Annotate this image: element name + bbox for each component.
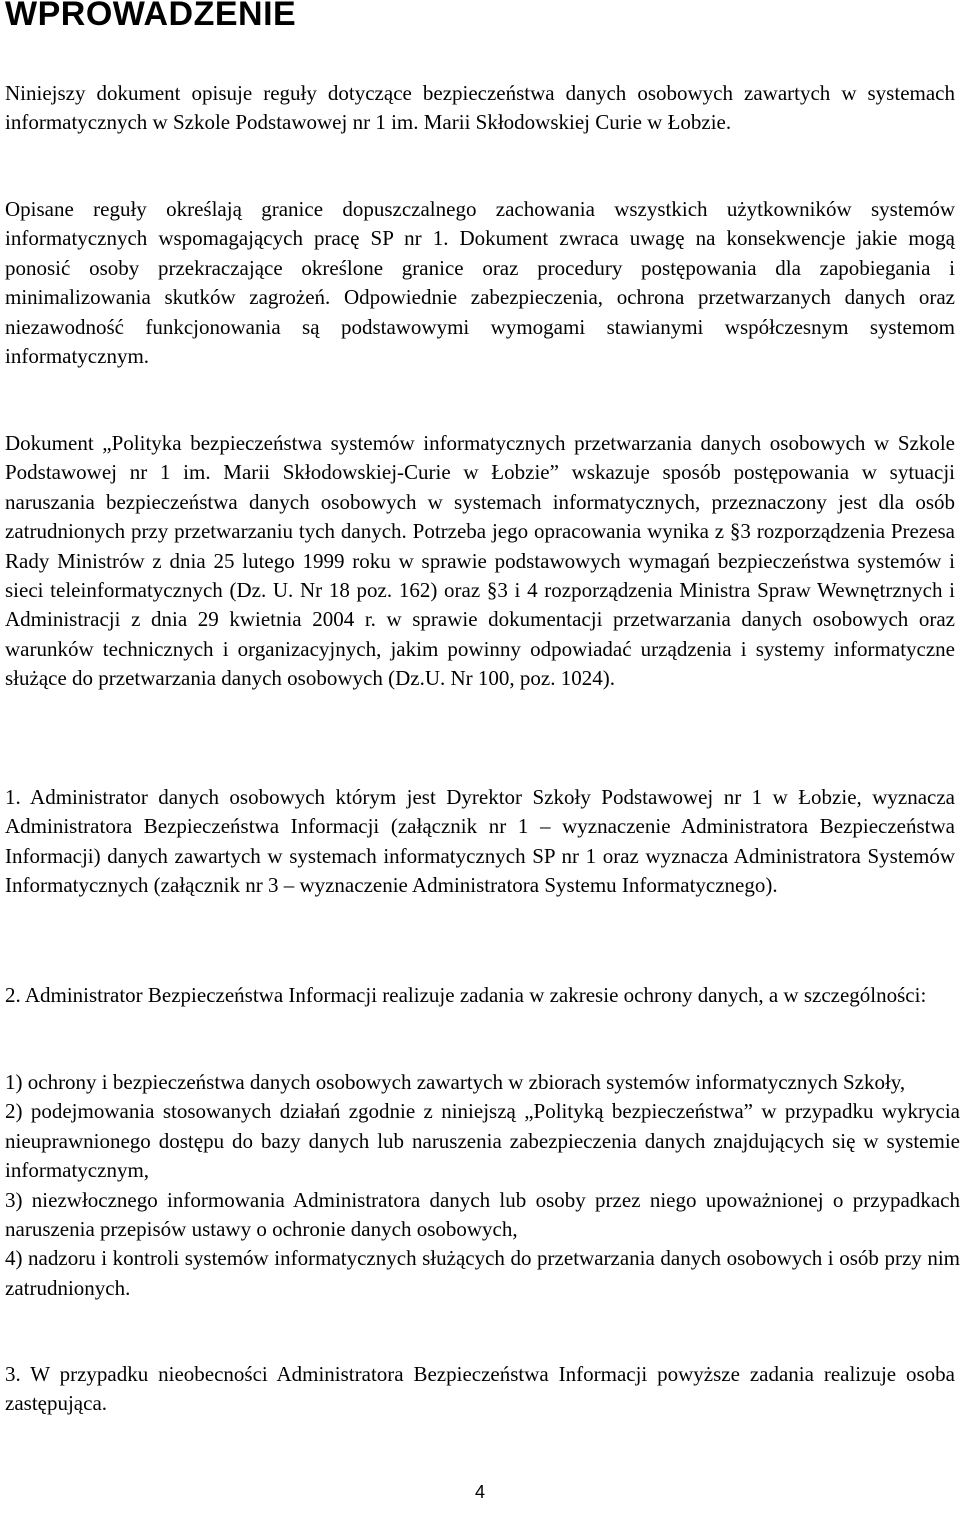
page-title: WPROWADZENIE	[5, 0, 297, 33]
list-item: 3) niezwłocznego informowania Administratora danych lub osoby przez niego upoważnionej o przypadkach naruszenia przepisów ustawy o ochronie danych osobowych,	[5, 1187, 960, 1242]
policy-paragraph: Dokument „Polityka bezpieczeństwa systemów informatycznych przetwarzania danych osobowych w Szkole Podstawowej nr 1 im. Marii Skłodowskiej-Curie w Łobzie” wskazuje sposób postępowania w sytuacji naruszania bezpieczeństwa danych osobowych w systemach informatycznych, przeznaczony jest dla osób zatrudnionych przy przetwarzaniu tych danych. Potrzeba jego opracowania wynika z §3 rozporządzenia Prezesa Rady Ministrów z dnia 25 lutego 1999 roku w sprawie podstawowych wymagań bezpieczeństwa systemów i sieci teleinformatycznych (Dz. U. Nr 18 poz. 162) oraz §3 i 4 rozporządzenia Ministra Spraw Wewnętrznych i Administracji z dnia 29 kwietnia 2004 r. w sprawie dokumentacji przetwarzania danych osobowych oraz warunków technicznych i organizacyjnych, jakim powinny odpowiadać urządzenia i systemy informatyczne służące do przetwarzania danych osobowych (Dz.U. Nr 100, poz. 1024).	[5, 431, 955, 691]
point-1-paragraph: 1. Administrator danych osobowych którym jest Dyrektor Szkoły Podstawowej nr 1 w Łobzie, wyznacza Administratora Bezpieczeństwa Informacji (załącznik nr 1 – wyznaczenie Administratora Bezpieczeństwa Informacji) danych zawartych w systemach informatycznych SP nr 1 oraz wyznacza Administratora Systemów Informatycznych (załącznik nr 3 – wyznaczenie Administratora Systemu Informatycznego).	[5, 785, 955, 898]
list-item: 1) ochrony i bezpieczeństwa danych osobowych zawartych w zbiorach systemów informatycznych Szkoły,	[5, 1070, 906, 1094]
list-item: 2) podejmowania stosowanych działań zgodnie z niniejszą „Polityką bezpieczeństwa” w przypadku wykrycia nieuprawnionego dostępu do bazy danych lub naruszenia zabezpieczenia danych znajdujących się w systemie informatycznym,	[5, 1099, 960, 1183]
point-3-paragraph: 3. W przypadku nieobecności Administratora Bezpieczeństwa Informacji powyższe zadania realizuje osoba zastępująca.	[5, 1362, 955, 1416]
page-number: 4	[474, 1482, 485, 1502]
point-2-intro: 2. Administrator Bezpieczeństwa Informacji realizuje zadania w zakresie ochrony danych, a w szczególności:	[5, 983, 927, 1007]
intro-paragraph: Niniejszy dokument opisuje reguły dotyczące bezpieczeństwa danych osobowych zawartych w systemach informatycznych w Szkole Podstawowej nr 1 im. Marii Skłodowskiej Curie w Łobzie.	[5, 81, 955, 135]
rules-paragraph: Opisane reguły określają granice dopuszczalnego zachowania wszystkich użytkowników systemów informatycznych wspomagających pracę SP nr 1. Dokument zwraca uwagę na konsekwencje jakie mogą ponosić osoby przekraczające określone granice oraz procedury postępowania dla zapobiegania i minimalizowania skutków zagrożeń. Odpowiednie zabezpieczenia, ochrona przetwarzanych danych oraz niezawodność funkcjonowania są podstawowymi wymogami stawianymi współczesnym systemom informatycznym.	[5, 197, 955, 369]
point-2-list	[5, 1068, 960, 1303]
list-item: 4) nadzoru i kontroli systemów informatycznych służących do przetwarzania danych osobowych i osób przy nim zatrudnionych.	[5, 1246, 960, 1300]
